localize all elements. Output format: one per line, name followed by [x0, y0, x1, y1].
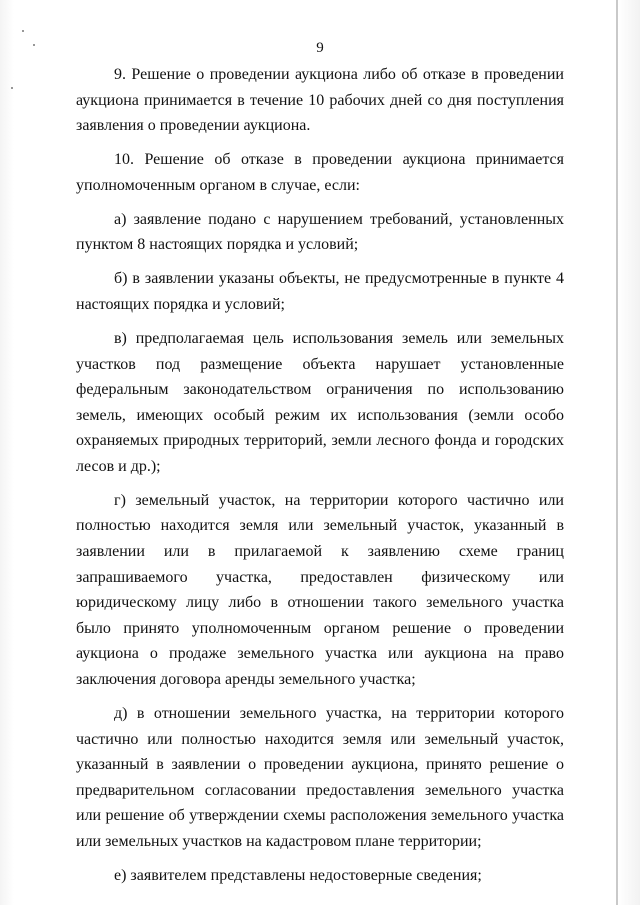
paragraph-9: 9. Решение о проведении аукциона либо об отказе в проведении аукциона принимается в течение 10 рабочих дней со дня поступления заявления о проведении аукциона. [76, 66, 564, 135]
scan-speck [22, 30, 24, 32]
scan-speck [11, 87, 13, 89]
paragraph-10: 10. Решение об отказе в проведении аукциона принимается уполномоченным органом в случае, если: [76, 151, 564, 194]
subparagraph-g: г) земельный участок, на территории которого частично или полностью находится земля или земельный участок, указанный в заявлении или в прилагаемой к заявлению схеме границ запрашиваемого участка, предоставлен физическому или юридическому лицу либо в отношении такого земельного участка было принято уполномоченным органом решение о проведении аукциона о продаже земельного участка или аукциона на право заключения договора аренды земельного участка; [76, 491, 564, 689]
subparagraph-v: в) предполагаемая цель использования земель или земельных участков под размещение объекта нарушает установленные федеральным законодательством ограничения по использованию земель, имеющих особый режим их использования (земли особо охраняемых природных территорий, земли лесного фонда и городских лесов и др.); [76, 329, 564, 475]
subparagraph-b: б) в заявлении указаны объекты, не предусмотренные в пункте 4 настоящих порядка и условий; [76, 270, 564, 313]
page-number: 9 [316, 40, 324, 56]
document-body [76, 62, 564, 897]
subparagraph-e: е) заявителем представлены недостоверные сведения; [114, 866, 482, 884]
scan-edge [616, 0, 618, 905]
subparagraph-a: а) заявление подано с нарушением требований, установленных пунктом 8 настоящих порядка и условий; [76, 210, 564, 254]
subparagraph-d: д) в отношении земельного участка, на территории которого частично или полностью находится земля или земельный участок, указанный в заявлении о проведении аукциона, принято решение о предварительном согласовании предоставления земельного участка или решение об утверждении схемы расположения земельного участка или земельных участков на кадастровом плане территории; [76, 705, 564, 850]
